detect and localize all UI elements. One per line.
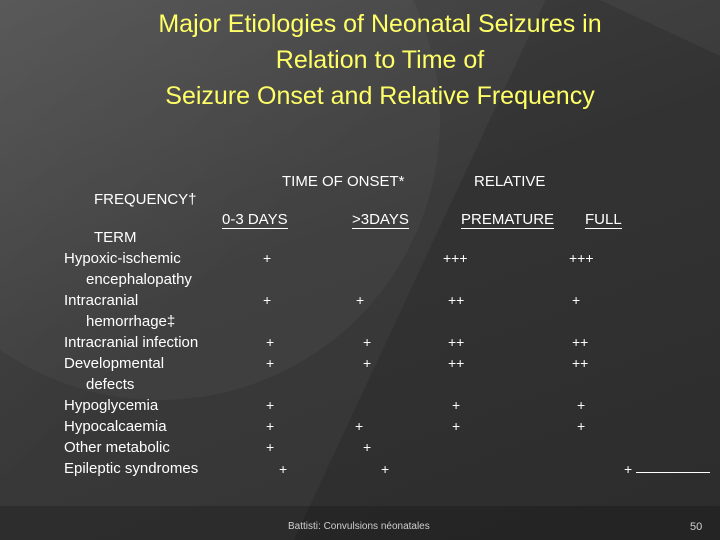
title-line-3: Seizure Onset and Relative Frequency [165,82,595,110]
header-0-3-days-text: 0-3 DAYS [222,211,288,228]
mark-full-term: + [624,461,633,477]
header-premature [461,209,554,230]
page-number: 50 [690,521,703,533]
mark-gt-3-days: + [381,461,390,477]
mark-premature: +++ [443,250,468,266]
mark-0-3-days: + [266,334,275,350]
mark-premature: ++ [448,355,465,371]
row-label: Hypoxic-ischemic [64,250,181,267]
mark-premature: ++ [448,292,465,308]
mark-0-3-days: + [263,292,272,308]
mark-premature: + [452,418,461,434]
mark-gt-3-days: + [363,355,372,371]
mark-0-3-days: + [266,418,275,434]
row-label: encephalopathy [86,271,192,288]
mark-premature: + [452,397,461,413]
mark-gt-3-days: + [356,292,365,308]
row-labels [64,248,198,479]
header-gt-3-days-text: >3DAYS [352,211,409,228]
row-label: hemorrhage‡ [86,313,176,330]
row-label: Hypoglycemia [64,397,159,414]
header-full [585,209,622,230]
mark-full-term: + [577,397,586,413]
row-label: Epileptic syndromes [64,460,199,477]
row-label: Other metabolic [64,439,170,456]
mark-full-term: ++ [572,334,589,350]
row-label: defects [86,376,135,393]
header-premature-text: PREMATURE [461,211,555,228]
row-label: Developmental [64,355,165,372]
mark-0-3-days: + [266,355,275,371]
mark-0-3-days: + [266,439,275,455]
header-0-3-days [222,209,288,230]
header-full-text: FULL [585,211,622,228]
slide-title [40,6,720,114]
row-label: Intracranial infection [64,334,199,351]
mark-0-3-days: + [279,461,288,477]
row-label: Intracranial [64,292,139,309]
mark-gt-3-days: + [363,334,372,350]
title-line-1: Major Etiologies of Neonatal Seizures in [158,10,602,38]
row-label: Hypocalcaemia [64,418,167,435]
mark-full-term: + [572,292,581,308]
mark-premature: ++ [448,334,465,350]
mark-gt-3-days: + [355,418,364,434]
header-relative: RELATIVE [474,173,546,190]
mark-0-3-days: + [266,397,275,413]
header-frequency: FREQUENCY† [94,191,197,208]
trailing-underline [636,472,710,473]
mark-0-3-days: + [263,250,272,266]
mark-full-term: + [577,418,586,434]
header-gt-3-days [352,209,409,230]
header-term: TERM [94,229,137,246]
footer-source: Battisti: Convulsions néonatales [288,521,430,532]
mark-full-term: ++ [572,355,589,371]
mark-gt-3-days: + [363,439,372,455]
header-time-of-onset: TIME OF ONSET* [282,173,405,190]
title-line-2: Relation to Time of [275,46,485,74]
mark-full-term: +++ [569,250,594,266]
